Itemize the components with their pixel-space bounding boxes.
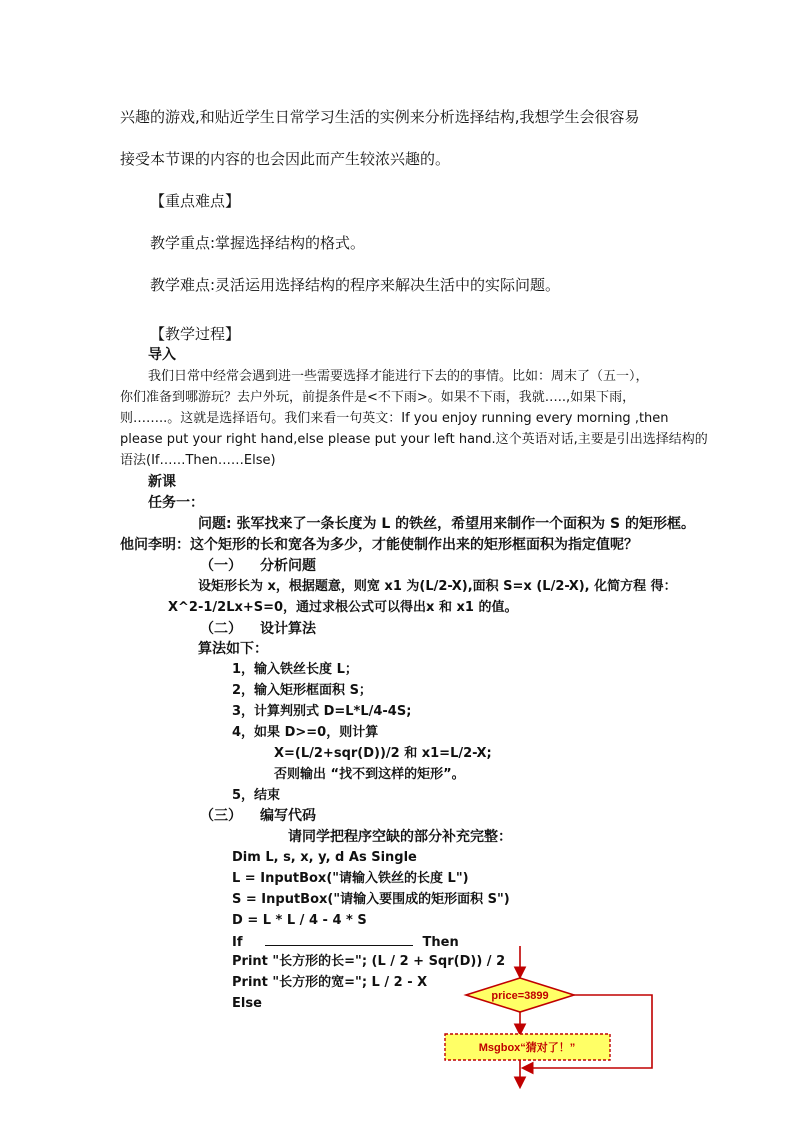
algorithm-step-3: 3，计算判别式 D=L*L/4-4S;: [232, 704, 412, 719]
section-3-title: 编写代码: [260, 808, 316, 824]
code-prompt: 请同学把程序空缺的部分补充完整：: [288, 829, 512, 845]
then-keyword: Then: [422, 935, 459, 950]
analysis-line-2: X^2-1/2Lx+S=0，通过求根公式可以得出x 和 x1 的值。: [168, 600, 518, 615]
action-label: Msgbox“猜对了！”: [478, 1042, 576, 1054]
lead-in-title: 导入: [148, 347, 176, 363]
code-line-6: Print "长方形的宽="; L / 2 - X: [232, 975, 428, 990]
code-line-4: D = L * L / 4 - 4 * S: [232, 913, 367, 928]
process-heading: 【教学过程】: [150, 325, 241, 343]
section-2-number: （二）: [200, 621, 242, 637]
problem-line-2: 他问李明：这个矩形的长和宽各为多少，才能使制作出来的矩形框面积为指定值呢？: [120, 537, 638, 553]
if-keyword: If: [232, 935, 243, 950]
flowchart: [430, 940, 670, 1090]
code-line-5: Print "长方形的长="; (L / 2 + Sqr(D)) / 2: [232, 954, 506, 969]
algorithm-calc-line: X=(L/2+sqr(D))/2 和 x1=L/2-X;: [274, 746, 492, 761]
section-3-number: （三）: [200, 808, 242, 824]
algorithm-step-4: 4，如果 D>=0，则计算: [232, 725, 379, 740]
section-1-title: 分析问题: [260, 558, 316, 574]
lead-in-line-4: please put your right hand,else please put your left hand.这个英语对话,主要是引出选择结构的: [120, 432, 708, 447]
code-line-1: Dim L, s, x, y, d As Single: [232, 850, 417, 865]
lead-in-line-1: 我们日常中经常会遇到进一些需要选择才能进行下去的的事情。比如：周末了（五一），: [148, 369, 649, 384]
teaching-difficulty: 教学难点:灵活运用选择结构的程序来解决生活中的实际问题。: [150, 276, 561, 294]
analysis-line-1: 设矩形长为 x，根据题意，则宽 x1 为(L/2-X),面积 S=x (L/2-X), 化简方程 得：: [198, 579, 677, 594]
section-1-number: （一）: [200, 558, 242, 574]
new-lesson-title: 新课: [148, 474, 176, 490]
code-if-line: [232, 932, 459, 952]
teaching-focus: 教学重点:掌握选择结构的格式。: [150, 234, 366, 252]
code-line-7: Else: [232, 996, 262, 1011]
problem-line-1: 问题: 张军找来了一条长度为 L 的铁丝，希望用来制作一个面积为 S 的矩形框。: [198, 516, 695, 532]
section-2-title: 设计算法: [260, 621, 316, 637]
algorithm-step-5: 5，结束: [232, 788, 281, 803]
intro-line-1: 兴趣的游戏,和贴近学生日常学习生活的实例来分析选择结构,我想学生会很容易: [120, 108, 640, 126]
fill-in-blank[interactable]: [265, 932, 413, 946]
algorithm-intro: 算法如下：: [198, 641, 268, 657]
intro-line-2: 接受本节课的内容的也会因此而产生较浓兴趣的。: [120, 150, 451, 168]
condition-label: price=3899: [491, 990, 549, 1002]
lead-in-line-2: 你们准备到哪游玩？去户外玩，前提条件是<不下雨>。如果不下雨，我就…..,如果下雨，: [120, 390, 636, 405]
key-points-heading: 【重点难点】: [150, 192, 241, 210]
lead-in-line-5: 语法(If……Then……Else): [120, 453, 276, 468]
algorithm-step-1: 1，输入铁丝长度 L；: [232, 662, 358, 677]
algorithm-step-2: 2，输入矩形框面积 S；: [232, 683, 372, 698]
code-line-3: S = InputBox("请输入要围成的矩形面积 S"): [232, 892, 510, 907]
algorithm-else-line: 否则输出 “找不到这样的矩形”。: [274, 767, 465, 782]
lead-in-line-3: 则……..。这就是选择语句。我们来看一句英文：If you enjoy running every morning ,then: [120, 411, 669, 426]
code-line-2: L = InputBox("请输入铁丝的长度 L"): [232, 871, 469, 886]
task-title: 任务一：: [148, 495, 204, 511]
